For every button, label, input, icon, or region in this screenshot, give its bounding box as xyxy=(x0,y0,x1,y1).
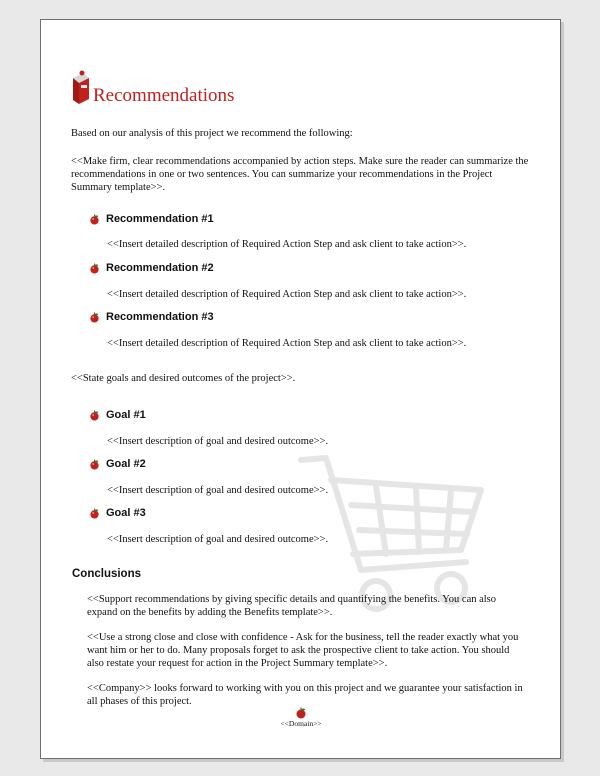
page-header xyxy=(71,70,234,106)
apple-icon xyxy=(89,459,100,470)
goal-desc: <<Insert description of goal and desired outcome>>. xyxy=(107,485,329,496)
goal-desc: <<Insert description of goal and desired outcome>>. xyxy=(107,436,329,447)
goal-heading-1 xyxy=(89,409,146,421)
apple-icon xyxy=(89,410,100,421)
recommendation-desc: <<Insert detailed description of Required Action Step and ask client to take action>>. xyxy=(107,239,467,250)
intro-note: <<Make firm, clear recommendations accompanied by action steps. Make sure the reader can summarize the recommendations in one or two sentences. You can summarize your recommendations in the Project Summary template>>. xyxy=(71,156,529,193)
goal-title: Goal #2 xyxy=(106,458,146,470)
intro-text: Based on our analysis of this project we recommend the following: xyxy=(71,128,353,139)
goals-intro: <<State goals and desired outcomes of the project>>. xyxy=(71,373,296,384)
goal-title: Goal #1 xyxy=(106,409,146,421)
page-title: Recommendations xyxy=(93,84,235,106)
document-page xyxy=(40,19,561,759)
recommendation-heading-1 xyxy=(89,213,214,225)
goal-heading-3 xyxy=(89,507,146,519)
recommendation-heading-2 xyxy=(89,262,214,274)
goal-heading-2 xyxy=(89,458,146,470)
conclusion-paragraph-2: <<Use a strong close and close with confidence - Ask for the business, tell the reader exactly what you want him or her to do. Many proposals forget to ask the prospective client to take action. You should also restate your request for action in the Project Summary template>>. xyxy=(87,632,519,669)
book-apple-icon xyxy=(71,70,91,106)
conclusion-paragraph-1: <<Support recommendations by giving specific details and quantifying the benefits. You can also expand on the benefits by adding the Benefits template>>. xyxy=(87,594,497,618)
recommendation-title: Recommendation #1 xyxy=(106,213,214,225)
apple-icon xyxy=(89,312,100,323)
page-footer xyxy=(271,707,331,728)
recommendation-title: Recommendation #3 xyxy=(106,311,214,323)
apple-icon xyxy=(89,263,100,274)
conclusion-paragraph-3: <<Company>> looks forward to working with you on this project and we guarantee your satisfaction in all phases of this project. xyxy=(87,683,523,707)
conclusions-heading: Conclusions xyxy=(72,568,142,580)
footer-domain: <<Domain>> xyxy=(280,719,322,728)
apple-icon xyxy=(89,508,100,519)
apple-icon xyxy=(295,707,307,719)
recommendation-title: Recommendation #2 xyxy=(106,262,214,274)
recommendation-heading-3 xyxy=(89,311,214,323)
goal-title: Goal #3 xyxy=(106,507,146,519)
goal-desc: <<Insert description of goal and desired outcome>>. xyxy=(107,534,329,545)
apple-icon xyxy=(89,214,100,225)
recommendation-desc: <<Insert detailed description of Required Action Step and ask client to take action>>. xyxy=(107,338,467,349)
recommendation-desc: <<Insert detailed description of Required Action Step and ask client to take action>>. xyxy=(107,289,467,300)
